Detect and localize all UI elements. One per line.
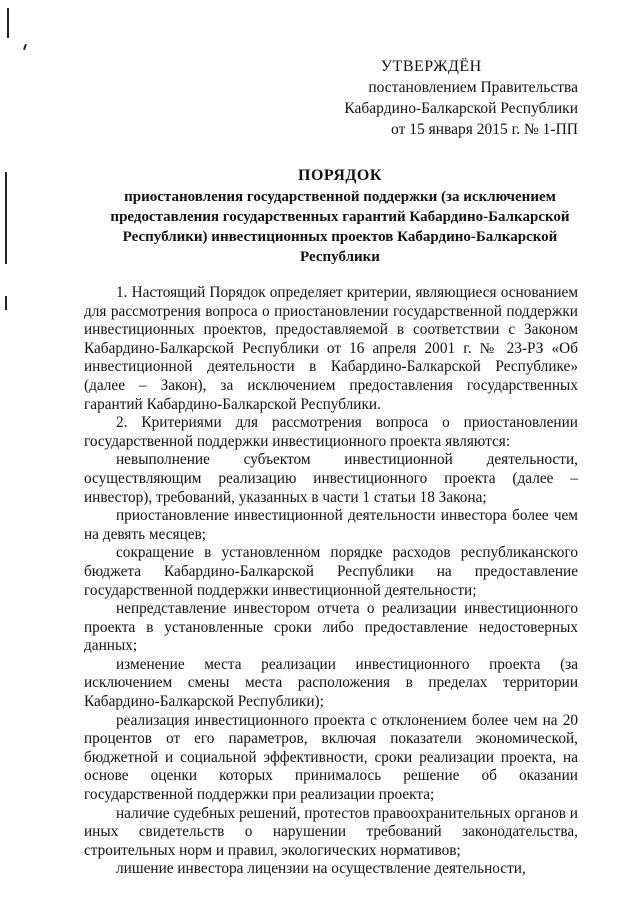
paragraph: 1. Настоящий Порядок определяет критерии, являющиеся основанием для рассмотрения вопроса о приостановлении государственной поддержки инвестиционных проектов, предоставляемой в соответствии с Законом Кабардино-Балкарской Республики от 16 апреля 2001 г. № 23-РЗ «Об инвестиционной деятельности в Кабардино-Балкарской Республике» (далее – Закон), за исключением предоставления государственных гарантий Кабардино-Балкарской Республики. [84, 284, 578, 413]
paragraph: лишение инвестора лицензии на осуществление деятельности, [116, 860, 526, 878]
approval-block [344, 56, 578, 140]
document-heading [90, 165, 590, 267]
scan-artifact [23, 44, 27, 50]
paragraph: невыполнение субъектом инвестиционной деятельности, осуществляющим реализацию инвестиционного проекта (далее – инвестор), требований, указанных в части 1 статьи 18 Закона; [84, 451, 578, 506]
approval-line: постановлением Правительства [368, 79, 578, 96]
scan-artifact [5, 296, 7, 310]
scan-artifact [7, 8, 9, 38]
paragraph: реализация инвестиционного проекта с отклонением более чем на 20 процентов от его параметров, включая показатели экономической, бюджетной и социальной эффективности, сроки реализации проекта, на основе оценки которых принималось решение об оказании государственной поддержки при реализации проекта; [84, 711, 578, 804]
paragraph: сокращение в установленном порядке расходов республиканского бюджета Кабардино-Балкарской Республики на предоставление государственной поддержки инвестиционной деятельности; [84, 544, 578, 599]
approval-line: Кабардино-Балкарской Республики [344, 100, 578, 117]
paragraph: изменение места реализации инвестиционного проекта (за исключением смены места расположения в пределах территории Кабардино-Балкарской Республики); [84, 655, 578, 711]
document-body [84, 284, 578, 879]
paragraph: приостановление инвестиционной деятельности инвестора более чем на девять месяцев; [84, 507, 578, 543]
scan-artifact [5, 172, 7, 264]
paragraph: наличие судебных решений, протестов правоохранительных органов и иных свидетельств о нарушении требований законодательства, строительных норм и правил, экологических нормативов; [84, 804, 578, 859]
approval-line: от 15 января 2015 г. № 1-ПП [391, 121, 578, 138]
document-subtitle: приостановления государственной поддержки (за исключением предоставления государственных гарантий Кабардино-Балкарской Республики) инвестиционных проектов Кабардино-Балкарской Республики [110, 189, 570, 265]
paragraph: непредставление инвестором отчета о реализации инвестиционного проекта в установленные сроки либо предоставление недостоверных данных; [84, 600, 578, 655]
approval-title: УТВЕРЖДЁН [380, 58, 482, 75]
paragraph: 2. Критериями для рассмотрения вопроса о приостановлении государственной поддержки инвестиционного проекта являются: [84, 414, 578, 450]
document-title: ПОРЯДОК [298, 167, 382, 184]
